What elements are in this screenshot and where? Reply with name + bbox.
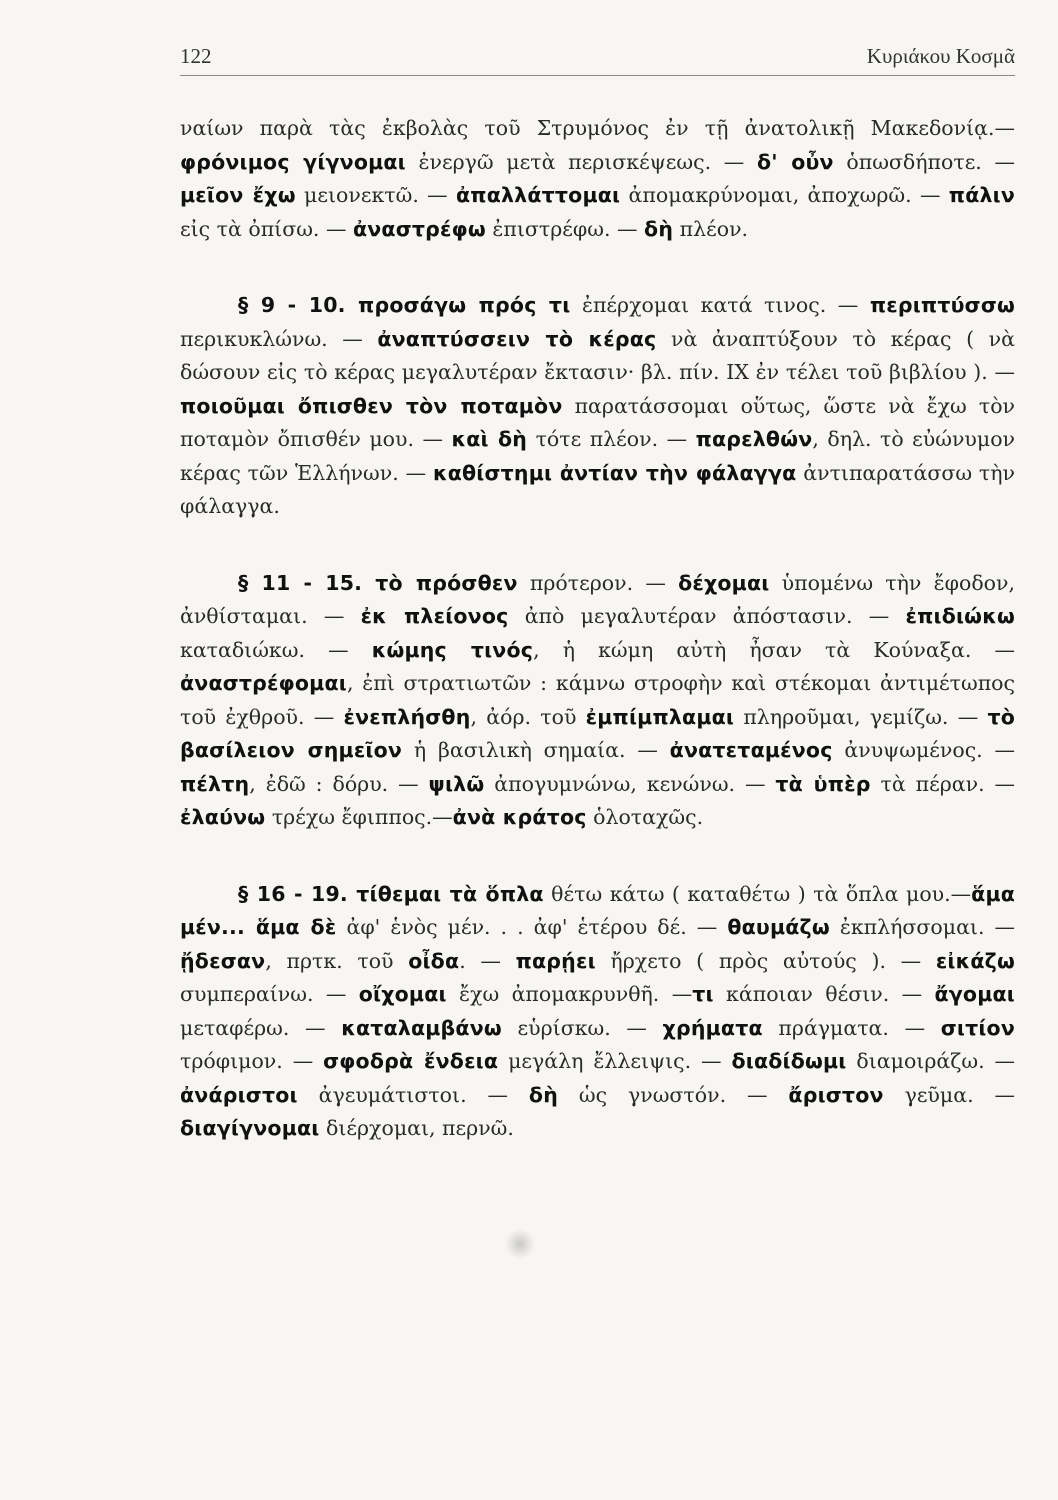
gloss-text: πράγματα. — [762,1015,941,1040]
lemma-term: ποιοῦμαι ὄπισθεν τὸν ποταμὸν [180,393,563,418]
gloss-text: τρόφιμον. — [180,1049,324,1073]
lemma-term: ἄριστον [788,1082,884,1107]
lemma-term: τι [692,982,714,1006]
gloss-text: μεγάλη ἔλλειψις. — [498,1049,732,1073]
lemma-term: φρόνιμος γίγνομαι [180,149,406,174]
gloss-text: ἤρχετο ( πρὸς αὐτούς ). — [595,948,936,973]
gloss-text: ἐπέρχομαι κατά τινος. — [570,293,870,317]
gloss-text: , ἡ κώμη αὐτὴ ἦσαν τὰ Κούναξα. — [533,637,1015,662]
lemma-term: διαγίγνομαι [180,1116,320,1140]
lemma-term: οἶδα [408,948,460,973]
gloss-text: πλέον. [673,216,749,241]
gloss-text: μειονεκτῶ. — [295,183,456,207]
gloss-text: ἡ βασιλικὴ σημαία. — [402,738,670,762]
lemma-term: θαυμάζω [727,915,830,939]
gloss-text: εἰς τὰ ὀπίσω. — [180,216,353,241]
gloss-text: πρότερον. — [517,570,679,595]
paragraph [180,289,1015,524]
gloss-text: ἀφ' ἑνὸς μέν. . . ἀφ' ἑτέρου δέ. — [336,915,728,939]
lemma-term: σφοδρὰ ἔνδεια [323,1049,499,1073]
body-text [180,112,1015,1146]
lemma-term: ἀνὰ κράτος [452,805,587,829]
lemma-term: δὴ [528,1082,558,1107]
gloss-text: γεῦμα. — [883,1082,1015,1107]
paragraph [180,878,1015,1146]
lemma-term: κώμης τινός [371,637,534,662]
lemma-term: τὸ βασίλειον σημεῖον [180,704,1016,762]
lemma-term: πάλιν [948,183,1016,207]
lemma-term: μεῖον ἔχω [180,183,296,207]
gloss-text: τρέχω ἔφιππος.— [265,805,453,829]
ink-smudge [505,1228,535,1260]
gloss-text: , ἀόρ. τοῦ [470,704,586,729]
lemma-term: καταλαμβάνω [341,1015,502,1040]
lemma-term: § 9 - 10. [238,293,359,317]
gloss-text: ἀπομακρύνομαι, ἀποχωρῶ. — [620,183,949,207]
paragraph [180,112,1015,246]
gloss-text: διέρχομαι, περνῶ. [319,1116,514,1140]
lemma-term: δέχομαι [678,570,770,595]
gloss-text: ἐπιστρέφω. — [485,216,645,241]
lemma-term: § 16 - 19. [238,881,357,906]
gloss-text: . — [459,948,516,973]
lemma-term: ἅμα μέν... ἅμα δὲ [180,881,1016,939]
gloss-text: τὰ πέραν. — [870,771,1015,796]
gloss-text: κάποιαν θέσιν. — [713,982,935,1006]
gloss-text: , ἐπὶ στρατιωτῶν : κάμνω στροφὴν καὶ στέκομαι ἀντιμέτωπος τοῦ ἐχθροῦ. — [180,671,1015,729]
gloss-text: παρατάσσομαι οὕτως, ὥστε νὰ ἔχω τὸν ποταμὸν ὄπισθέν μου. — [180,393,1015,451]
gloss-text: ἐκπλήσσομαι. — [829,915,1015,939]
gloss-text: καταδιώκω. — [180,637,372,662]
lemma-term: τὰ ὑπὲρ [775,771,871,796]
gloss-text: , ἐδῶ : δόρυ. — [249,771,429,796]
lemma-term: ἐμπίμπλαμαι [585,704,735,729]
lemma-term: ἀνατεταμένος [669,738,833,762]
gloss-text: ἀνυψωμένος. — [832,738,1016,762]
gloss-text: ὑπομένω τὴν ἔφοδον, ἀνθίσταμαι. — [180,570,1015,628]
lemma-term: καθίστημι ἀντίαν τὴν φάλαγγα [432,460,797,485]
lemma-term: ἐπιδιώκω [905,604,1015,628]
lemma-term: εἰκάζω [935,948,1015,973]
gloss-text: ὁπωσδήποτε. — [833,149,1015,174]
lemma-term: ἀναστρέφω [352,216,486,241]
lemma-term: περιπτύσσω [869,293,1016,317]
lemma-term: προσάγω πρός τι [358,293,571,317]
lemma-term: παρῄει [515,948,596,973]
lemma-term: ἀνάριστοι [180,1082,298,1107]
lemma-term: παρελθών [695,427,813,451]
gloss-text: πληροῦμαι, γεμίζω. — [734,704,988,729]
gloss-text: νὰ ἀναπτύξουν τὸ κέρας ( νὰ δώσουν εἰς τὸ κέρας μεγαλυτέραν ἔκτασιν· βλ. πίν. IX ἐν τέλει τοῦ βιβλίου ). — [180,326,1015,384]
lemma-term: καὶ δὴ [451,427,528,451]
lemma-term: πέλτη [180,771,250,796]
lemma-term: τὸ πρόσθεν [375,570,518,595]
gloss-text: περικυκλώνω. — [180,326,378,351]
lemma-term: ᾔδεσαν [180,948,266,973]
gloss-text: μεταφέρω. — [180,1015,342,1040]
gloss-text: ἀγευμάτιστοι. — [297,1082,529,1107]
running-title: Κυριάκου Κοσμᾶ [866,44,1015,68]
lemma-term: ἀπαλλάττομαι [456,183,621,207]
gloss-text: τότε πλέον. — [527,427,696,451]
gloss-text: θέτω κάτω ( καταθέτω ) τὰ ὅπλα μου.— [543,881,972,906]
lemma-term: ἀναπτύσσειν τὸ κέρας [377,326,657,351]
gloss-text: ἔχω ἀπομακρυνθῆ. — [446,982,693,1006]
gloss-text: εὑρίσκω. — [501,1015,663,1040]
gloss-text: ἀντιπαρατάσσω τὴν φάλαγγα. [180,460,1015,518]
lemma-term: οἴχομαι [358,982,447,1006]
gloss-text: ὡς γνωστόν. — [557,1082,789,1107]
lemma-term: σιτίον [940,1015,1015,1040]
lemma-term: § 11 - 15. [238,570,376,595]
gloss-text: ὁλοταχῶς. [586,805,704,829]
running-head [180,44,1015,74]
gloss-text: , πρτκ. τοῦ [265,948,409,973]
lemma-term: δ' οὖν [756,149,834,174]
lemma-term: διαδίδωμι [731,1049,847,1073]
gloss-text: ἀπογυμνώνω, κενώνω. — [484,771,776,796]
paragraph [180,567,1015,835]
page-number: 122 [180,44,212,68]
gloss-text: ἀπὸ μεγαλυτέραν ἀπόστασιν. — [508,604,906,628]
lemma-term: ψιλῶ [428,771,485,796]
gloss-text: ἐνεργῶ μετὰ περισκέψεως. — [405,149,757,174]
gloss-text: ναίων παρὰ τὰς ἐκβολὰς τοῦ Στρυμόνος ἐν τῇ ἀνατολικῇ Μακεδονίᾳ.— [180,116,1015,140]
gloss-text: συμπεραίνω. — [180,982,359,1006]
gloss-text: , δηλ. τὸ εὐώνυμον κέρας τῶν Ἑλλήνων. — [180,427,1016,485]
lemma-term: ἐνεπλήσθη [343,704,471,729]
lemma-term: ἀναστρέφομαι [180,671,347,695]
header-rule [180,75,1015,76]
gloss-text: διαμοιράζω. — [846,1049,1016,1073]
lemma-term: τίθεμαι τὰ ὅπλα [356,881,544,906]
lemma-term: δὴ [644,216,674,241]
lemma-term: ἐκ πλείονος [360,604,509,628]
lemma-term: ἄγομαι [934,982,1015,1006]
lemma-term: χρήματα [662,1015,763,1040]
lemma-term: ἐλαύνω [180,805,266,829]
